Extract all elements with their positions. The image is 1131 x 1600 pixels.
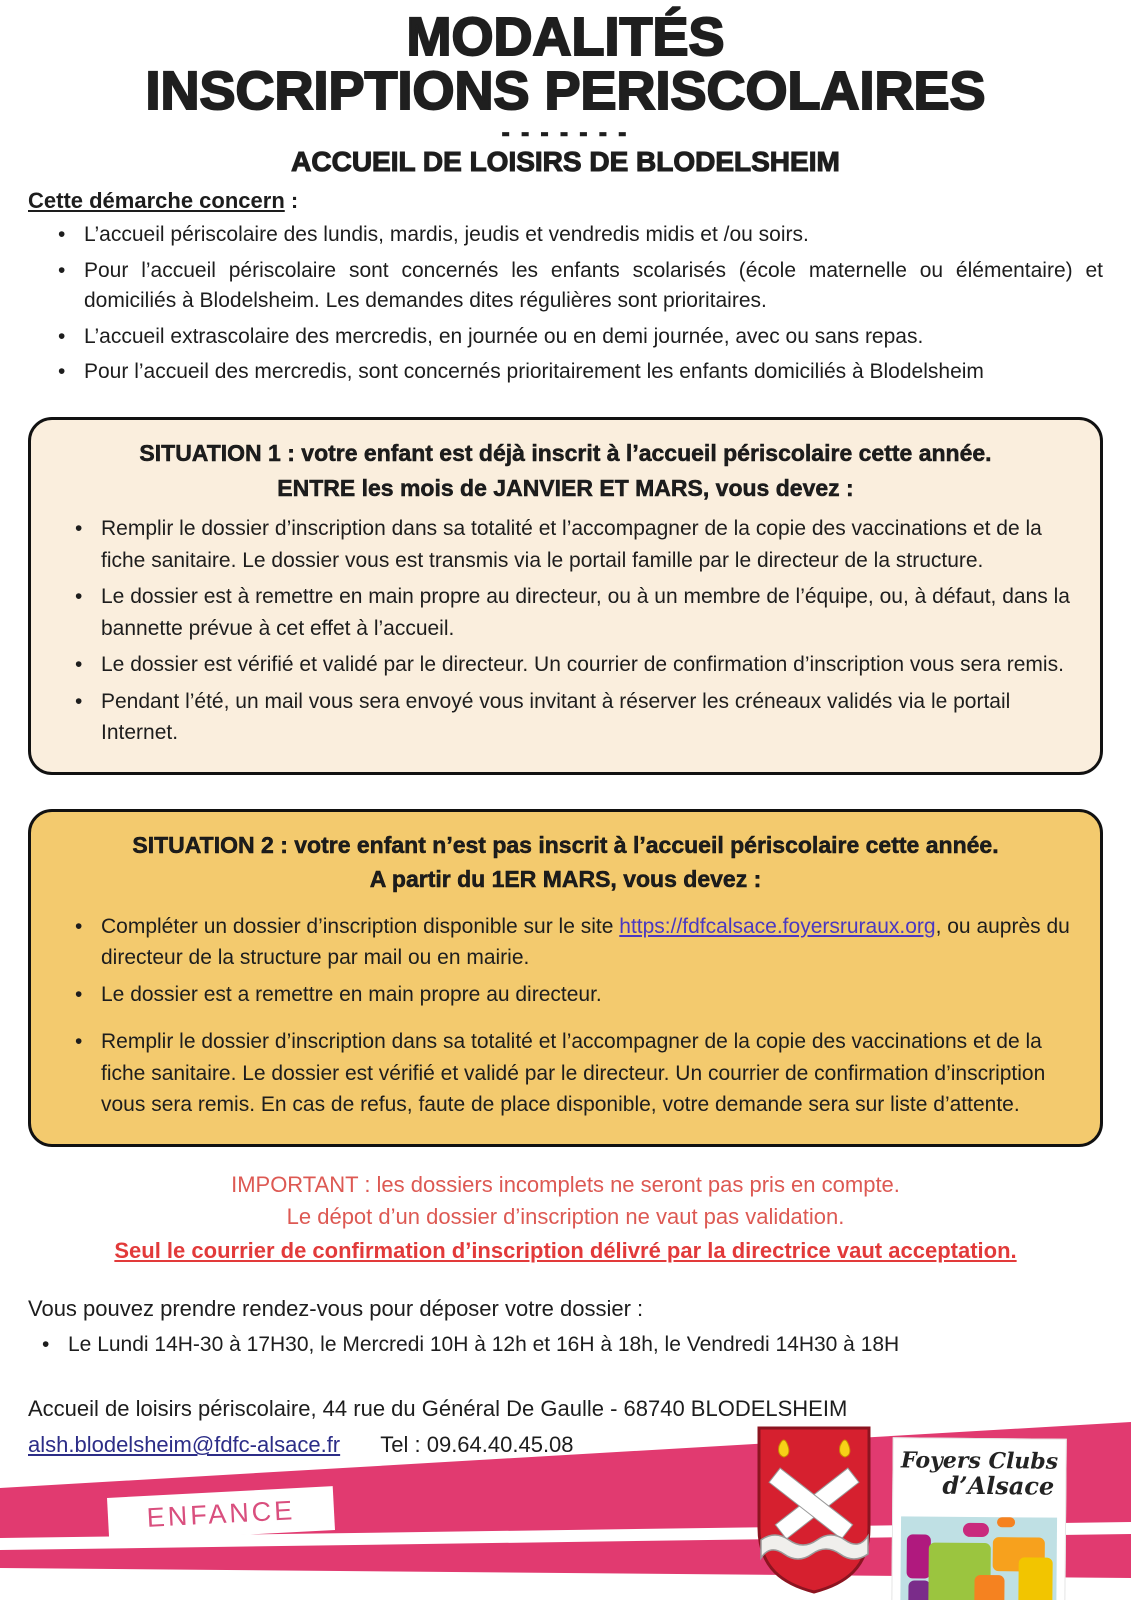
list-item: • Le Lundi 14H-30 à 17H30, le Mercredi 10H à 12h et 16H à 18h, le Vendredi 14H30 à 18H bbox=[42, 1330, 1103, 1360]
important-line1: IMPORTANT : les dossiers incomplets ne seront pas pris en compte. bbox=[231, 1171, 900, 1197]
important-line2: Le dépot d’un dossier d’inscription ne vaut pas validation. bbox=[286, 1203, 845, 1229]
appointment-section bbox=[0, 1296, 1131, 1360]
logo-block-icon bbox=[907, 1534, 931, 1578]
situation2-title-line1: SITUATION 2 : votre enfant n’est pas inscrit à l’accueil périscolaire cette année. bbox=[132, 831, 999, 858]
logo-block-icon bbox=[908, 1580, 930, 1600]
important-line3: Seul le courrier de confirmation d’inscription délivré par la directrice vaut acceptation. bbox=[114, 1237, 1017, 1263]
page-title-line1: MODALITÉS bbox=[406, 7, 725, 67]
footer-banner bbox=[0, 1410, 1131, 1600]
intro-heading bbox=[28, 188, 1103, 214]
situation2-box bbox=[28, 809, 1103, 1147]
contact-address: Accueil de loisirs périscolaire, 44 rue du Général De Gaulle - 68740 BLODELSHEIM bbox=[28, 1396, 848, 1422]
situation1-box bbox=[28, 417, 1103, 775]
intro-bullet-list bbox=[28, 220, 1103, 387]
header bbox=[0, 0, 1131, 178]
page-subtitle: ACCUEIL DE LOISIRS DE BLODELSHEIM bbox=[291, 146, 840, 177]
enfance-label: ENFANCE bbox=[146, 1494, 296, 1533]
intro-heading-text: Cette démarche concern bbox=[28, 188, 285, 214]
blodelsheim-coat-of-arms-icon bbox=[755, 1424, 873, 1600]
list-item: • L’accueil extrascolaire des mercredis, en journée ou en demi journée, avec ou sans repas. bbox=[58, 322, 1103, 352]
title-divider-dashes: - - - - - - - bbox=[502, 120, 629, 145]
bullet-text-prefix: Compléter un dossier d’inscription disponible sur le site bbox=[101, 914, 620, 938]
registration-site-link[interactable]: https://fdfcalsace.foyersruraux.org bbox=[619, 914, 936, 938]
list-item: • Pour l’accueil des mercredis, sont concernés prioritairement les enfants domiciliés à Blodelsheim bbox=[58, 357, 1103, 387]
appointment-bullet-list bbox=[28, 1330, 1103, 1360]
foyers-clubs-alsace-logo bbox=[891, 1437, 1067, 1600]
list-item: • Pendant l’été, un mail vous sera envoyé vous invitant à réserver les créneaux validés via le portail Internet. bbox=[75, 686, 1072, 749]
intro-heading-colon: : bbox=[284, 188, 299, 214]
logo-illustration bbox=[900, 1516, 1057, 1600]
contact-phone: Tel : 09.64.40.45.08 bbox=[380, 1432, 574, 1458]
intro-section bbox=[0, 178, 1131, 387]
situation2-title-line2: A partir du 1ER MARS, vous devez : bbox=[369, 866, 762, 893]
list-item: • Remplir le dossier d’inscription dans sa totalité et l’accompagner de la copie des vaccinations et de la fiche sanitaire. Le dossier vous est transmis via le portail famille par le directeur de la structure. bbox=[75, 513, 1072, 576]
list-item: • Pour l’accueil périscolaire sont concernés les enfants scolarisés (école maternelle ou élémentaire) et domiciliés à Blodelsheim. Les demandes dites régulières sont prioritaires. bbox=[58, 256, 1103, 316]
logo-block-icon bbox=[997, 1517, 1015, 1527]
situation2-bullet-list bbox=[59, 911, 1072, 1121]
contact-email-link[interactable]: alsh.blodelsheim@fdfc-alsace.fr bbox=[28, 1432, 341, 1458]
situation1-title-line1: SITUATION 1 : votre enfant est déjà inscrit à l’accueil périscolaire cette année. bbox=[139, 440, 992, 467]
page-title-line2: INSCRIPTIONS PERISCOLAIRES bbox=[145, 61, 986, 121]
logo-text-line2: d’Alsace bbox=[942, 1470, 1055, 1501]
list-item: • Le dossier est à remettre en main propre au directeur, ou à un membre de l’équipe, ou, à défaut, dans la bannette prévue à cet effet à l’accueil. bbox=[75, 581, 1072, 644]
list-item: • L’accueil périscolaire des lundis, mardis, jeudis et vendredis midis et /ou soirs. bbox=[58, 220, 1103, 250]
logo-block-icon bbox=[1018, 1557, 1052, 1600]
logo-text-line1: Foyers Clubs bbox=[900, 1447, 1059, 1475]
situation1-title bbox=[59, 436, 1072, 505]
list-item: • Le dossier est a remettre en main propre au directeur. bbox=[75, 979, 1072, 1011]
list-item: • Le dossier est vérifié et validé par le directeur. Un courrier de confirmation d’inscription vous sera remis. bbox=[75, 649, 1072, 681]
list-item: • Remplir le dossier d’inscription dans sa totalité et l’accompagner de la copie des vaccinations et de la fiche sanitaire. Le dossier est vérifié et validé par le directeur. Un courrier de confirmation d’inscription vous sera remis. En cas de refus, faute de place disponible, votre demande sera sur liste d’attente. bbox=[75, 1026, 1072, 1121]
appointment-heading: Vous pouvez prendre rendez-vous pour déposer votre dossier : bbox=[28, 1296, 644, 1322]
logo-block-icon bbox=[963, 1523, 989, 1537]
bullet-text-suffix: , ou auprès du directeur de la structure par mail ou en mairie. bbox=[101, 914, 1070, 970]
important-notice bbox=[0, 1169, 1131, 1267]
situation2-title bbox=[59, 828, 1072, 897]
situation1-title-line2: ENTRE les mois de JANVIER ET MARS, vous devez : bbox=[277, 474, 854, 501]
logo-block-icon bbox=[974, 1575, 1004, 1600]
list-item bbox=[75, 911, 1072, 974]
situation1-bullet-list bbox=[59, 513, 1072, 749]
logo-script-text bbox=[893, 1438, 1066, 1500]
